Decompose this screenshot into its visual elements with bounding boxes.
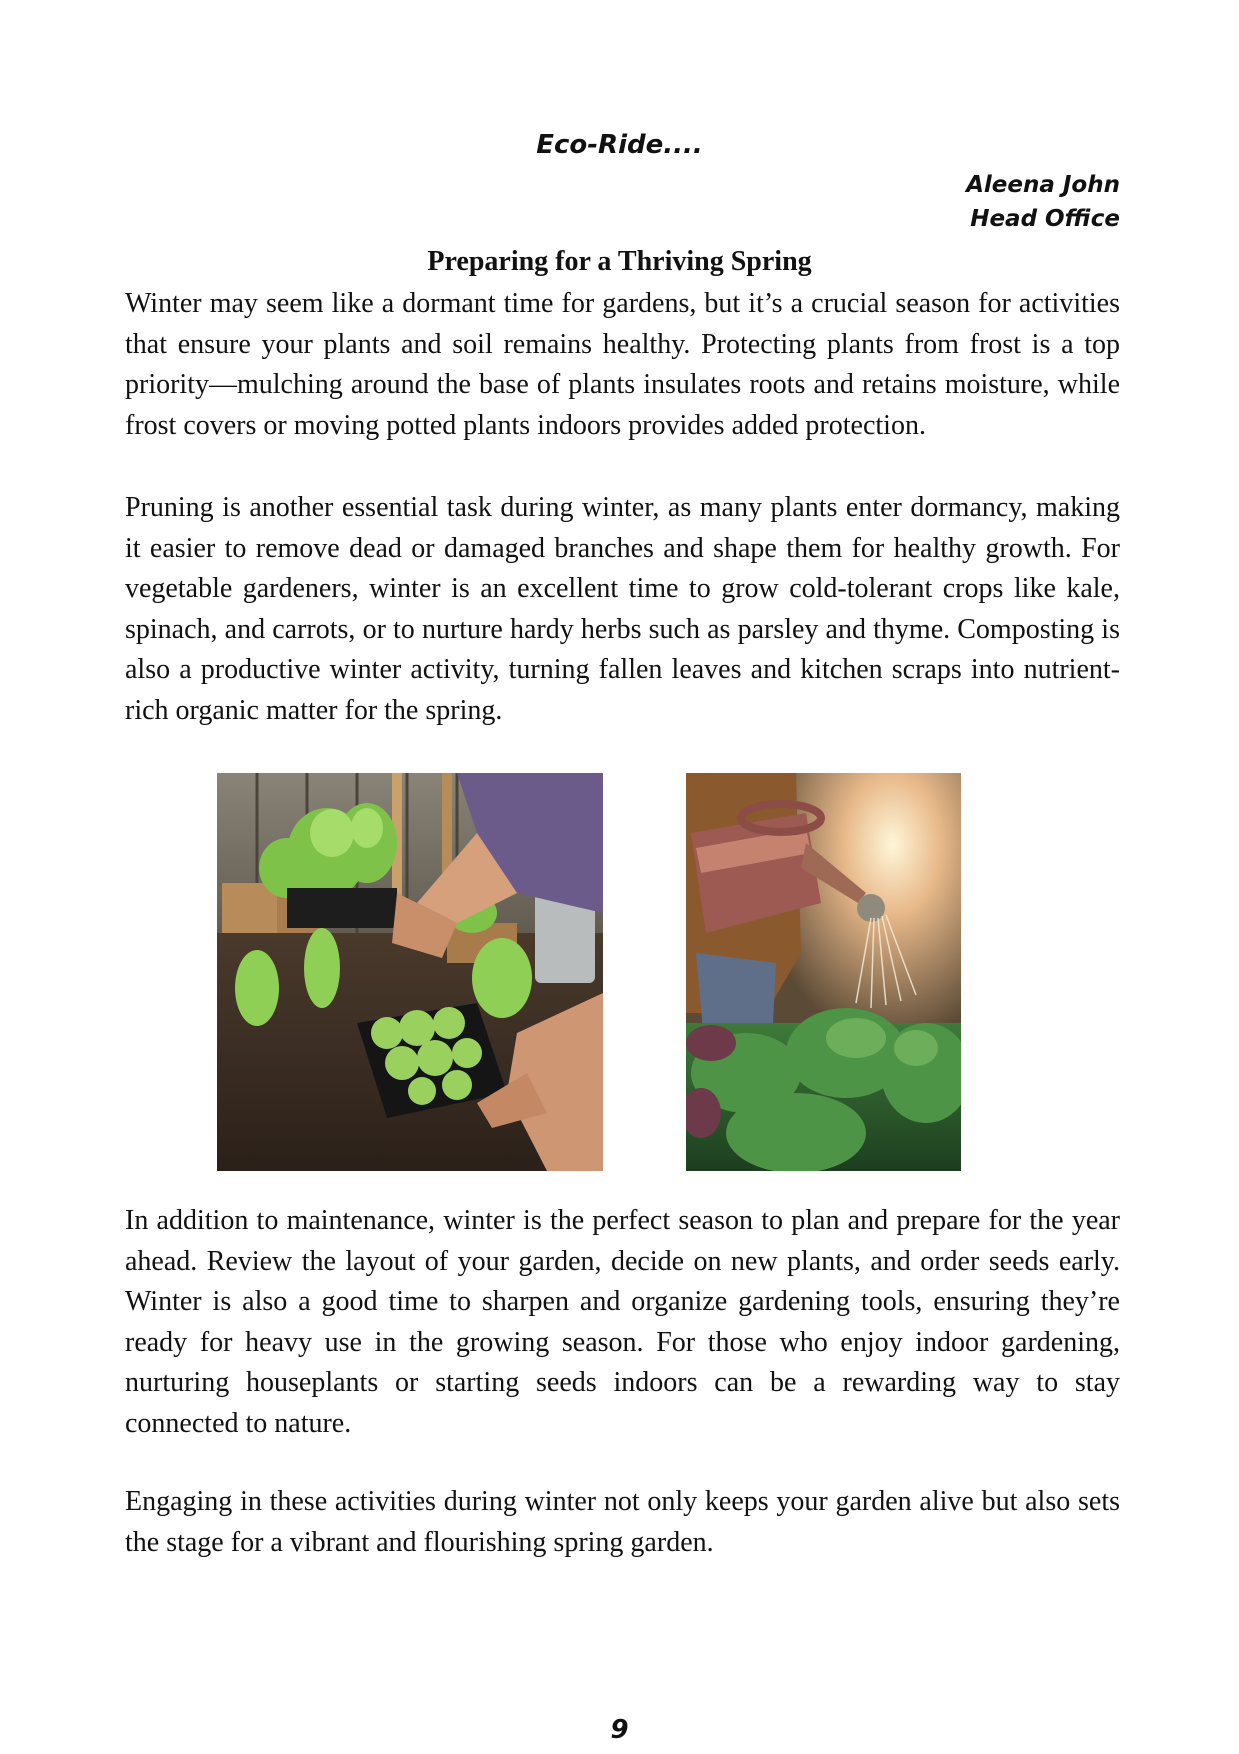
series-title: Eco-Ride.... bbox=[536, 130, 703, 160]
paragraph-frost-protection: Winter may seem like a dormant time for gardens, but it’s a crucial season for activities that ensure your plants and soil remains healthy. Protecting plants from frost is a top priority—mulching around the base of plants insulates roots and retains moisture, while frost covers or moving potted plants indoors provides added protection. bbox=[125, 288, 1120, 441]
paragraph-conclusion: Engaging in these activities during winter not only keeps your garden alive but also sets the stage for a vibrant and flourishing spring garden. bbox=[125, 1486, 1120, 1558]
article-title: Preparing for a Thriving Spring bbox=[427, 246, 812, 277]
author-block bbox=[966, 168, 1120, 236]
watering-illustration bbox=[686, 773, 961, 1171]
photo-planting-seedlings bbox=[217, 773, 603, 1171]
planting-illustration bbox=[217, 773, 603, 1171]
paragraph-planning: In addition to maintenance, winter is the perfect season to plan and prepare for the year ahead. Review the layout of your garden, decide on new plants, and order seeds early. Winter is also a good time to sharpen and organize gardening tools, ensuring they’re ready for heavy use in the growing season. For those who enjoy indoor gardening, nurturing houseplants or starting seeds indoors can be a rewarding way to stay connected to nature. bbox=[125, 1205, 1120, 1439]
author-name: Aleena John bbox=[966, 172, 1120, 198]
photo-watering-plants bbox=[686, 773, 961, 1171]
page-number: 9 bbox=[610, 1715, 629, 1745]
paragraph-pruning: Pruning is another essential task during winter, as many plants enter dormancy, making it easier to remove dead or damaged branches and shape them for healthy growth. For vegetable gardeners, winter is an excellent time to grow cold-tolerant crops like kale, spinach, and carrots, or to nurture hardy herbs such as parsley and thyme. Composting is also a productive winter activity, turning fallen leaves and kitchen scraps into nutrient-rich organic matter for the spring. bbox=[125, 492, 1120, 726]
author-department: Head Office bbox=[970, 206, 1120, 232]
